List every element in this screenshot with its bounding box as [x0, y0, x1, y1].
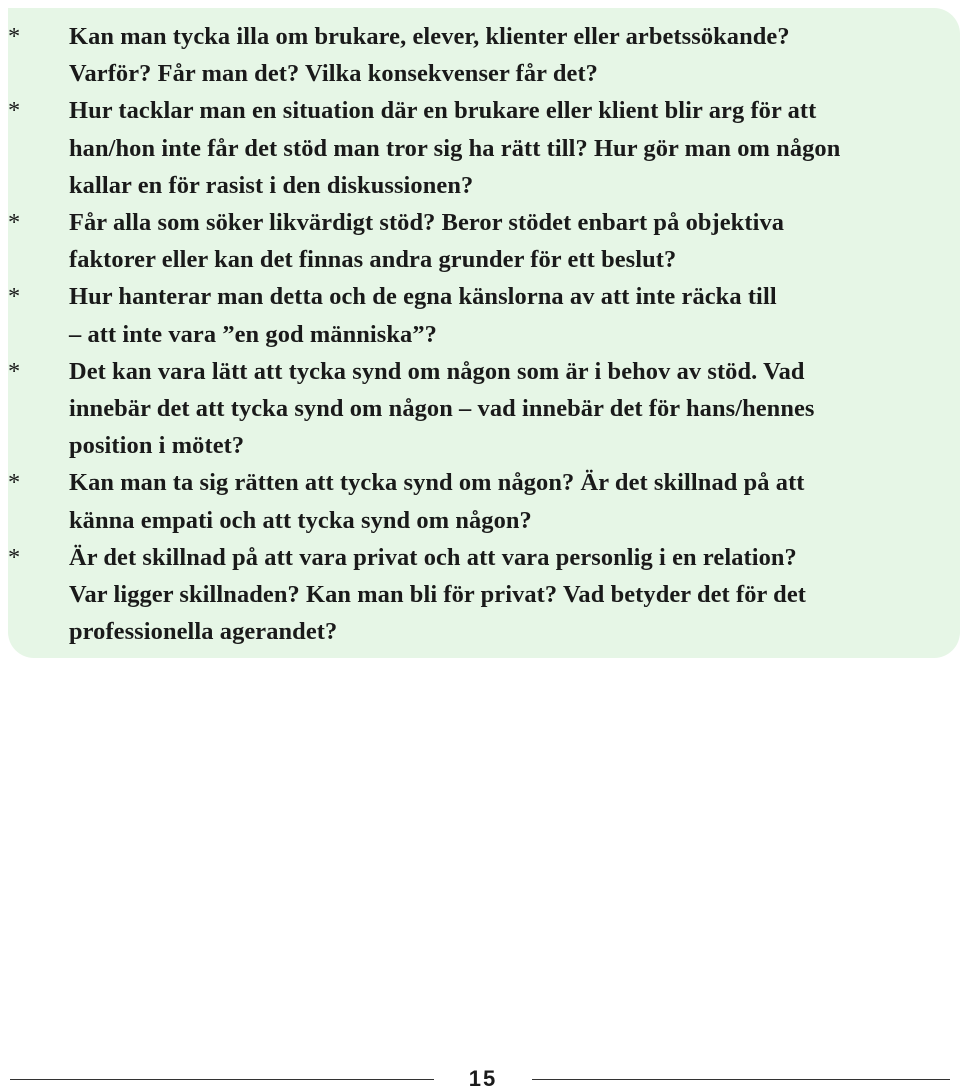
question-line: – att inte vara ”en god människa”?	[69, 320, 437, 348]
question-item	[8, 92, 960, 204]
question-item	[8, 18, 960, 92]
footer-rule-left	[10, 1079, 434, 1080]
question-item	[8, 353, 960, 465]
bullet-asterisk: *	[8, 283, 21, 311]
bullet-asterisk: *	[8, 469, 21, 497]
footer-rule-right	[532, 1079, 950, 1080]
question-box	[8, 8, 960, 658]
question-line: Hur hanterar man detta och de egna känslorna av att inte räcka till	[69, 283, 777, 311]
question-line: han/hon inte får det stöd man tror sig ha rätt till? Hur gör man om någon	[69, 134, 841, 162]
question-line: Kan man ta sig rätten att tycka synd om någon? Är det skillnad på att	[69, 469, 805, 497]
page-number: 15	[468, 1066, 498, 1091]
question-line: professionella agerandet?	[69, 618, 338, 646]
question-line: position i mötet?	[69, 432, 245, 460]
question-line: faktorer eller kan det finnas andra grunder för ett beslut?	[69, 246, 677, 274]
question-line: kallar en för rasist i den diskussionen?	[69, 171, 474, 199]
bullet-asterisk: *	[8, 97, 21, 125]
question-line: innebär det att tycka synd om någon – vad innebär det för hans/hennes	[69, 395, 815, 423]
bullet-asterisk: *	[8, 357, 21, 385]
question-item	[8, 204, 960, 278]
page-footer	[0, 1066, 960, 1091]
question-line: Kan man tycka illa om brukare, elever, klienter eller arbetssökande?	[69, 23, 790, 50]
question-line: Det kan vara lätt att tycka synd om någon som är i behov av stöd. Vad	[69, 357, 805, 385]
question-item	[8, 464, 960, 538]
question-line: Får alla som söker likvärdigt stöd? Beror stödet enbart på objektiva	[69, 209, 785, 237]
bullet-asterisk: *	[8, 543, 21, 571]
question-line: känna empati och att tycka synd om någon?	[69, 506, 532, 534]
question-line: Varför? Får man det? Vilka konsekvenser får det?	[69, 60, 598, 88]
bullet-asterisk: *	[8, 209, 21, 237]
question-line: Var ligger skillnaden? Kan man bli för privat? Vad betyder det för det	[69, 581, 806, 609]
question-item	[8, 278, 960, 352]
question-item	[8, 539, 960, 651]
question-list	[8, 18, 960, 650]
question-line: Är det skillnad på att vara privat och att vara personlig i en relation?	[69, 543, 797, 571]
question-line: Hur tacklar man en situation där en brukare eller klient blir arg för att	[69, 97, 817, 125]
bullet-asterisk: *	[8, 23, 21, 50]
